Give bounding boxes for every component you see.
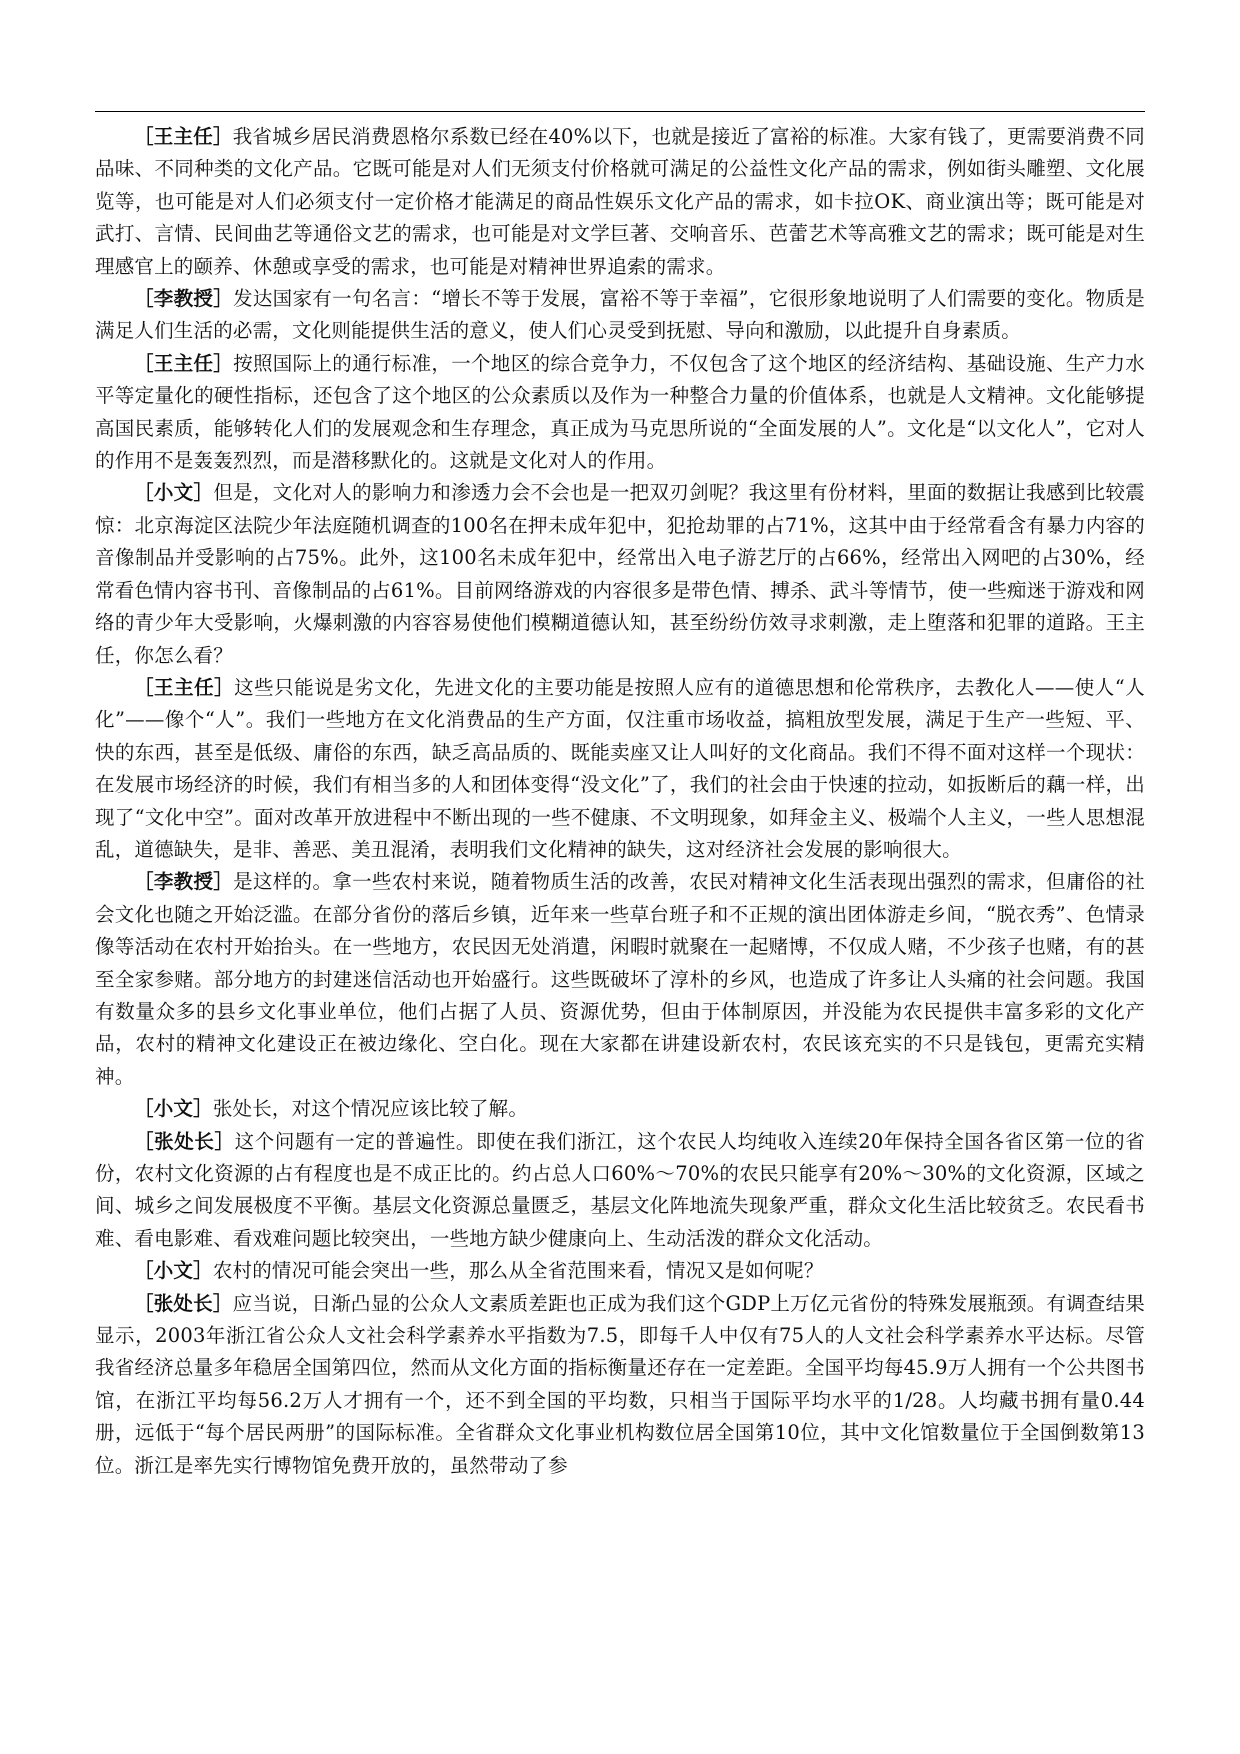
paragraph — [95, 348, 1145, 478]
speaker-label: ［王主任］ — [134, 351, 234, 375]
paragraph — [95, 477, 1145, 671]
paragraph — [95, 1255, 1145, 1287]
speaker-label: ［王主任］ — [134, 125, 233, 148]
paragraph-text: 这些只能说是劣文化，先进文化的主要功能是按照人应有的道德思想和伦常秩序，去教化人——使人“人化”——像个“人”。我们一些地方在文化消费品的生产方面，仅注重市场收益，搞粗放型发展，满足于生产一些短、平、快的东西，甚至是低级、庸俗的东西，缺乏高品质的、既能卖座又让人叫好的文化商品。我们不得不面对这样一个现状：在发展市场经济的时候，我们有相当多的人和团体变得“没文化”了，我们的社会由于快速的拉动，如扳断后的藕一样，出现了“文化中空”。面对改革开放进程中不断出现的一些不健康、不文明现象，如拜金主义、极端个人主义，一些人思想混乱，道德缺失，是非、善恶、美丑混淆，表明我们文化精神的缺失，这对经济社会发展的影响很大。 — [95, 675, 1145, 861]
speaker-label: ［李教授］ — [134, 287, 234, 311]
speaker-label: ［张处长］ — [134, 1291, 233, 1315]
paragraph — [95, 672, 1145, 866]
document-body — [95, 121, 1145, 1482]
speaker-label: ［小文］ — [134, 481, 214, 505]
speaker-label: ［王主任］ — [134, 675, 235, 699]
speaker-label: ［小文］ — [134, 1097, 213, 1121]
paragraph-text: 张处长，对这个情况应该比较了解。 — [212, 1097, 529, 1121]
paragraph — [95, 866, 1145, 1093]
paragraph — [95, 283, 1145, 348]
paragraph-text: 这个问题有一定的普遍性。即使在我们浙江，这个农民人均纯收入连续20年保持全国各省区第一位的省份，农村文化资源的占有程度也是不成正比的。约占总人口60%～70%的农民只能享有20%～30%的文化资源，区域之间、城乡之间发展极度不平衡。基层文化资源总量匮乏，基层文化阵地流失现象严重，群众文化生活比较贫乏。农民看书难、看电影难、看戏难问题比较突出，一些地方缺少健康向上、生动活泼的群众文化活动。 — [95, 1129, 1145, 1250]
paragraph-text: 农村的情况可能会突出一些，那么从全省范围来看，情况又是如何呢？ — [212, 1259, 824, 1283]
speaker-label: ［张处长］ — [134, 1129, 235, 1153]
paragraph-text: 按照国际上的通行标准，一个地区的综合竞争力，不仅包含了这个地区的经济结构、基础设施、生产力水平等定量化的硬性指标，还包含了这个地区的公众素质以及作为一种整合力量的价值体系，也就是人文精神。文化能够提高国民素质，能够转化人们的发展观念和生存理念，真正成为马克思所说的“全面发展的人”。文化是“以文化人”，它对人的作用不是轰轰烈烈，而是潜移默化的。这就是文化对人的作用。 — [95, 351, 1145, 473]
header-rule — [95, 111, 1145, 112]
speaker-label: ［小文］ — [134, 1259, 213, 1283]
paragraph-text: 但是，文化对人的影响力和渗透力会不会也是一把双刃剑呢？我这里有份材料，里面的数据让我感到比较震惊：北京海淀区法院少年法庭随机调查的100名在押未成年犯中，犯抢劫罪的占71%，这其中由于经常看含有暴力内容的音像制品并受影响的占75%。此外，这100名未成年犯中，经常出入电子游艺厅的占66%，经常出入网吧的占30%，经常看色情内容书刊、音像制品的占61%。目前网络游戏的内容很多是带色情、搏杀、武斗等情节，使一些痴迷于游戏和网络的青少年大受影响，火爆刺激的内容容易使他们模糊道德认知，甚至纷纷仿效寻求刺激，走上堕落和犯罪的道路。王主任，你怎么看？ — [95, 481, 1145, 667]
paragraph-text: 我省城乡居民消费恩格尔系数已经在40%以下，也就是接近了富裕的标准。大家有钱了，更需要消费不同品味、不同种类的文化产品。它既可能是对人们无须支付价格就可满足的公益性文化产品的需求，例如街头雕塑、文化展览等，也可能是对人们必须支付一定价格才能满足的商品性娱乐文化产品的需求，如卡拉OK、商业演出等；既可能是对武打、言情、民间曲艺等通俗文艺的需求，也可能是对文学巨著、交响音乐、芭蕾艺术等高雅文艺的需求；既可能是对生理感官上的颐养、休憩或享受的需求，也可能是对精神世界追索的需求。 — [95, 125, 1145, 278]
paragraph-text: 发达国家有一句名言：“增长不等于发展，富裕不等于幸福”，它很形象地说明了人们需要的变化。物质是满足人们生活的必需，文化则能提供生活的意义，使人们心灵受到抚慰、导向和激励，以此提升自身素质。 — [95, 287, 1145, 343]
paragraph — [95, 1126, 1145, 1256]
paragraph — [95, 121, 1145, 283]
paragraph-text: 应当说，日渐凸显的公众人文素质差距也正成为我们这个GDP上万亿元省份的特殊发展瓶颈。有调查结果显示，2003年浙江省公众人文社会科学素养水平指数为7.5，即每千人中仅有75人的人文社会科学素养水平达标。尽管我省经济总量多年稳居全国第四位，然而从文化方面的指标衡量还存在一定差距。全国平均每45.9万人拥有一个公共图书馆，在浙江平均每56.2万人才拥有一个，还不到全国的平均数，只相当于国际平均水平的1/28。人均藏书拥有量0.44册，远低于“每个居民两册”的国际标准。全省群众文化事业机构数位居全国第10位，其中文化馆数量位于全国倒数第13位。浙江是率先实行博物馆免费开放的，虽然带动了参 — [95, 1291, 1145, 1477]
speaker-label: ［李教授］ — [134, 870, 234, 894]
paragraph — [95, 1288, 1145, 1482]
paragraph — [95, 1093, 1145, 1125]
paragraph-text: 是这样的。拿一些农村来说，随着物质生活的改善，农民对精神文化生活表现出强烈的需求，但庸俗的社会文化也随之开始泛滥。在部分省份的落后乡镇，近年来一些草台班子和不正规的演出团体游走乡间，“脱衣秀”、色情录像等活动在农村开始抬头。在一些地方，农民因无处消遣，闲暇时就聚在一起赌博，不仅成人赌，不少孩子也赌，有的甚至全家参赌。部分地方的封建迷信活动也开始盛行。这些既破坏了淳朴的乡风，也造成了许多让人头痛的社会问题。我国有数量众多的县乡文化事业单位，他们占据了人员、资源优势，但由于体制原因，并没能为农民提供丰富多彩的文化产品，农村的精神文化建设正在被边缘化、空白化。现在大家都在讲建设新农村，农民该充实的不只是钱包，更需充实精神。 — [95, 870, 1145, 1088]
